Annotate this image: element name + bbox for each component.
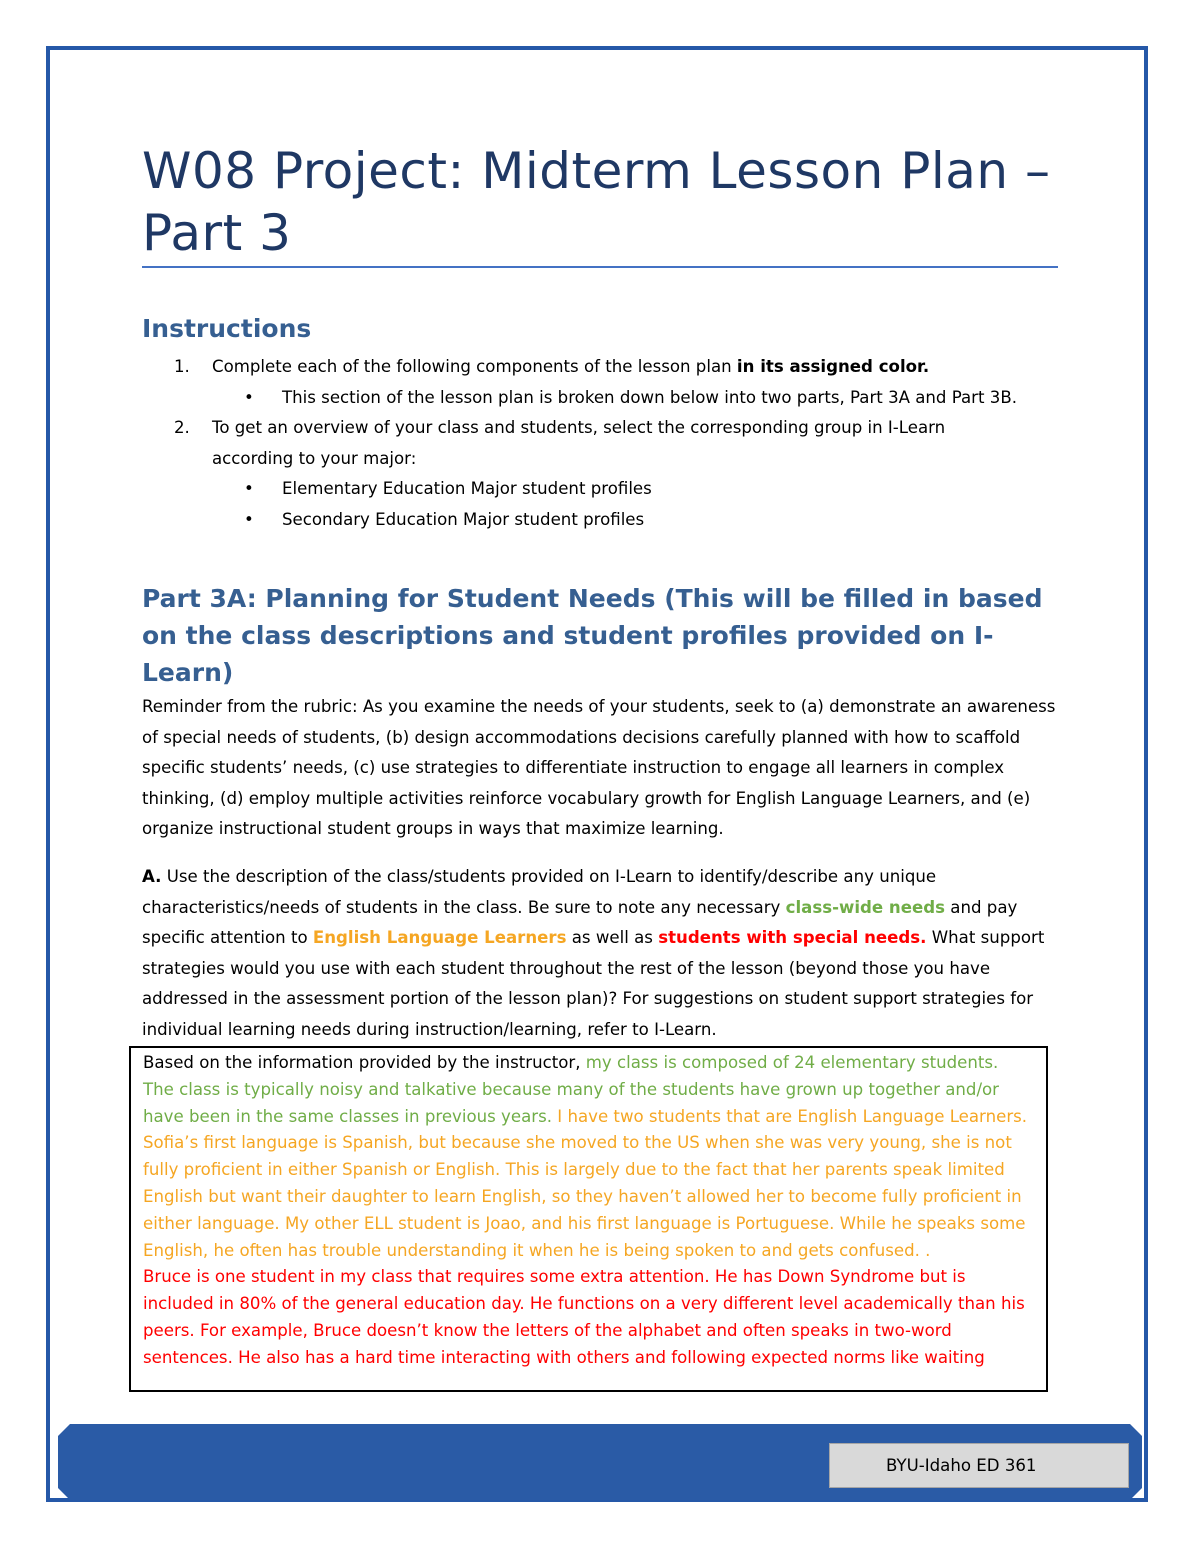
list-item-emphasis: in its assigned color. (736, 357, 930, 376)
list-item-text: according to your major: (212, 448, 417, 468)
list-item (142, 352, 1062, 383)
bullet-icon: • (244, 509, 254, 529)
list-item (142, 413, 1062, 444)
question-a: A. Use the description of the class/students provided on I-Learn to identify/describe any unique characteristics/needs of students in the class. Be sure to note any necessary class-wide needs and pay specific attention to English Language Learners as well as students with special needs. What support strategies would you use with each student throughout the rest of the lesson (beyond those you have addressed in the assessment portion of the lesson plan)? For suggestions on student support strategies for individual learning needs during instruction/learning, refer to I-Learn. (142, 867, 1045, 1039)
special-needs-label: students with special needs. (658, 928, 927, 947)
answer-paragraph-1 (143, 1050, 1034, 1264)
list-item (142, 474, 1062, 505)
question-label: A. (142, 867, 162, 886)
class-wide-needs-label: class-wide needs (785, 897, 946, 917)
answer-ell: I have two students that are English Language Learners. Sofia’s first language is Spanish, but because she moved to the US when she was very young, she is not fully proficient in either Spanish or English. This is largely due to the fact that her parents speak limited English but want their daughter to learn English, so they haven’t allowed her to become fully proficient in either language. My other ELL student is Joao, and his first language is Portuguese. While he speaks some English, he often has trouble understanding it when he is being spoken to and gets confused. . (143, 1106, 1028, 1260)
bullet-icon: • (244, 387, 254, 407)
footer-course-label: BYU-Idaho ED 361 (886, 1456, 1037, 1475)
list-item-text: Complete each of the following components of the lesson plan (212, 357, 737, 376)
instructions-heading: Instructions (142, 314, 312, 343)
title-underline (142, 266, 1058, 268)
list-number: 2. (174, 418, 190, 437)
list-item (142, 444, 1062, 475)
answer-special-needs: Bruce is one student in my class that requires some extra attention. He has Down Syndrome but is included in 80% of the general education day. He functions on a very different level academically than his peers. For example, Bruce doesn’t know the letters of the alphabet and often speaks in two-word sentences. He also has a hard time interacting with others and following expected norms like waiting (143, 1267, 1025, 1367)
list-item-text: To get an overview of your class and students, select the corresponding group in I-Learn (212, 418, 946, 437)
rubric-reminder: Reminder from the rubric: As you examine the needs of your students, seek to (a) demonstrate an awareness of special needs of students, (b) design accommodations decisions carefully planned with how to scaffold specific students’ needs, (c) use strategies to differentiate instruction to engage all learners in complex thinking, (d) employ multiple activities reinforce vocabulary growth for English Language Learners, and (e) organize instructional student groups in ways that maximize learning. (142, 697, 1056, 838)
bullet-icon: • (244, 479, 254, 498)
answer-intro: Based on the information provided by the instructor, (143, 1053, 586, 1072)
answer-text-box[interactable] (129, 1046, 1048, 1392)
part3a-heading: Part 3A: Planning for Student Needs (This will be filled in based on the class descriptions and student profiles provided on I-Learn) (142, 584, 1043, 687)
document-title: W08 Project: Midterm Lesson Plan – Part 3 (142, 142, 1051, 262)
bullet-text: Elementary Education Major student profiles (282, 479, 652, 498)
bullet-text: Secondary Education Major student profiles (282, 509, 645, 529)
ell-label: English Language Learners (312, 928, 567, 947)
list-item (142, 505, 1062, 536)
answer-class-wide: my class is composed of 24 elementary students. The class is typically noisy and talkative because many of the students have grown up together and/or have been in the same classes in previous years. (143, 1053, 1000, 1126)
list-item (142, 383, 1062, 414)
list-number: 1. (174, 357, 190, 376)
footer-label-box (829, 1443, 1129, 1488)
instructions-list (142, 352, 1062, 535)
bullet-text: This section of the lesson plan is broken down below into two parts, Part 3A and Part 3B. (282, 387, 1017, 407)
